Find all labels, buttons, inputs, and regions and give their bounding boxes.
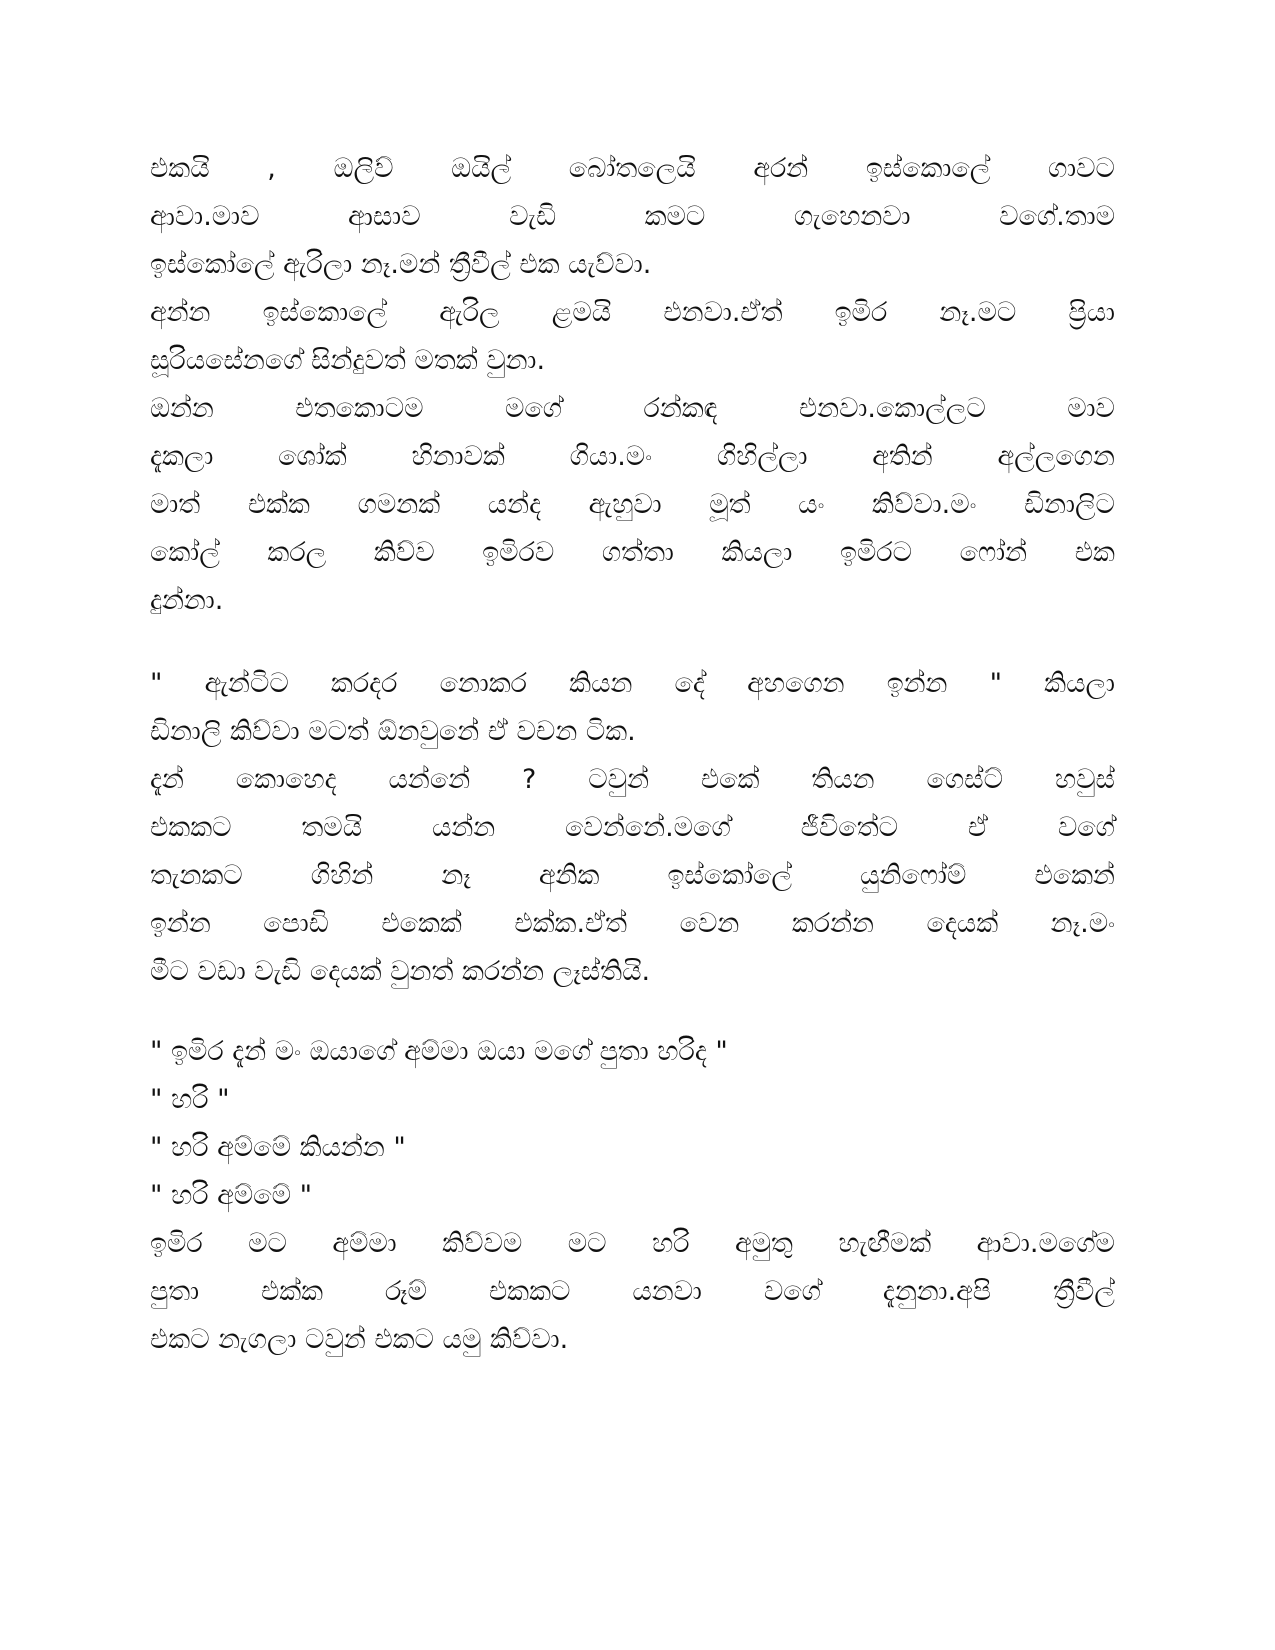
word: යන්ද — [487, 489, 542, 520]
word: පොඩි — [263, 908, 329, 939]
dialogue-block — [150, 1028, 1115, 1220]
word: කිව්වා.මං — [872, 489, 977, 520]
text-line — [150, 1268, 1115, 1316]
word: හිනාවක් — [411, 441, 505, 472]
word: ගියා.මං — [569, 441, 653, 472]
word: එකෙන් — [1034, 860, 1115, 891]
word: දැකලා — [150, 441, 214, 472]
word: ළමයි — [551, 297, 612, 328]
word: වෙන්නේ.මගේ — [565, 812, 731, 843]
word: කියලා — [1044, 668, 1115, 699]
word: යනවා — [632, 1276, 702, 1307]
paragraph-1 — [150, 145, 1115, 289]
word: දේ — [674, 668, 705, 699]
text-line — [150, 804, 1115, 852]
word: ආසාව — [348, 201, 421, 232]
word: ඒ — [967, 812, 989, 843]
word: මට — [567, 1228, 607, 1259]
word: ෆෝන් — [959, 537, 1028, 568]
word: එක්ක.ඒත් — [514, 908, 628, 939]
word: නෑ.මට — [939, 297, 1017, 328]
word: අම්මා — [332, 1228, 397, 1259]
word: අල්ලගෙන — [997, 441, 1115, 472]
word: කිව්ව — [373, 537, 435, 568]
text-line — [150, 145, 1115, 193]
word: යන්න — [431, 812, 496, 843]
word: තමයි — [301, 812, 363, 843]
word: එක්ක — [247, 489, 310, 520]
word: මූත් — [709, 489, 751, 520]
text-line: දුන්නා. — [150, 585, 224, 616]
word: කරදර — [330, 668, 398, 699]
word: දැනුනා.අපි — [882, 1276, 992, 1307]
word: බෝතලෙයි — [568, 153, 696, 184]
word: මගේ — [504, 393, 563, 424]
word: මාත් — [150, 489, 201, 520]
word: යුනිෆෝම් — [860, 860, 967, 891]
dialogue-line: " ඉමිර දැන් මං ඔයාගේ අම්මා ඔයා මගේ පුතා හරිද " — [150, 1036, 728, 1067]
word: වෙන — [679, 908, 740, 939]
word: වැඩි — [509, 201, 557, 232]
word: කෝල් — [150, 537, 220, 568]
word: ඔයිල් — [451, 153, 512, 184]
word: තියන — [811, 764, 875, 795]
word: කොහෙද — [235, 764, 337, 795]
word: ඉස්කෝලේ — [667, 860, 792, 891]
word: ප්‍රියා — [1068, 297, 1115, 328]
word: ඉමිරට — [839, 537, 913, 568]
dialogue-line: " හරි අම්මේ " — [150, 1180, 312, 1211]
word: අමුතු — [734, 1228, 793, 1259]
word: ඉන්න — [150, 908, 211, 939]
paragraph-2 — [150, 289, 1115, 385]
word: හැඟීමක් — [838, 1228, 932, 1259]
paragraph-5 — [150, 756, 1115, 996]
word: එක — [1074, 537, 1115, 568]
word: එක්ක — [260, 1276, 324, 1307]
word: වගේ — [1057, 812, 1115, 843]
word: එනවා.ඒත් — [663, 297, 783, 328]
word: ඉමිර — [834, 297, 888, 328]
word: ගාවට — [1047, 153, 1115, 184]
word: මාව — [1067, 393, 1115, 424]
word: රන්කඳ — [643, 393, 718, 424]
word: ඇන්ටිට — [204, 668, 289, 699]
word: කියලා — [721, 537, 793, 568]
word: ඔන්න — [150, 393, 214, 424]
text-line — [150, 529, 1115, 577]
word: ඇරිල — [439, 297, 500, 328]
word: දෙයක් — [926, 908, 999, 939]
word: එතකොටම — [295, 393, 424, 424]
text-line — [150, 852, 1115, 900]
word: යං — [798, 489, 825, 520]
word: කරන්න — [791, 908, 874, 939]
word: ජීවිතේට — [800, 812, 899, 843]
word: එකකට — [488, 1276, 571, 1307]
text-line — [150, 481, 1115, 529]
word: ? — [522, 764, 537, 795]
paragraph-4 — [150, 660, 1115, 756]
word: නෑ.මං — [1050, 908, 1115, 939]
word: වගේ — [763, 1276, 821, 1307]
word: කමට — [644, 201, 706, 232]
word: රූම් — [385, 1276, 427, 1307]
word: ශෝක් — [278, 441, 347, 472]
word: " — [150, 668, 163, 699]
word: ඉමිරව — [482, 537, 555, 568]
text-line: එකට නැගලා ටවුන් එකට යමු කිව්වා. — [150, 1324, 569, 1355]
word: අනික — [538, 860, 600, 891]
word: ඉමිර — [150, 1228, 203, 1259]
word: එනවා.කොල්ලට — [798, 393, 986, 424]
text-line: ඩිනාලි කිව්වා මටත් ඕනවුනේ ඒ වචන ටික. — [150, 716, 636, 747]
word: හරි — [651, 1228, 690, 1259]
word: ගමනක් — [357, 489, 441, 520]
word: නොකර — [439, 668, 527, 699]
word: ඇහුවා — [588, 489, 662, 520]
word: ගිහිල්ලා — [716, 441, 808, 472]
text-line — [150, 289, 1115, 337]
word: යන්නේ — [388, 764, 471, 795]
word: අරන් — [753, 153, 809, 184]
word: වගේ.තාම — [999, 201, 1115, 232]
word: කියන — [569, 668, 633, 699]
word: ඩිනාලිට — [1024, 489, 1115, 520]
word: ඉස්කොලේ — [262, 297, 388, 328]
text-line — [150, 900, 1115, 948]
text-line — [150, 1220, 1115, 1268]
word: ගැහෙනවා — [793, 201, 911, 232]
word: , — [267, 153, 276, 184]
text-line — [150, 193, 1115, 241]
word: තැනකට — [150, 860, 243, 891]
text-line: ඉස්කෝලේ ඇරිලා නෑ.මන් ත්‍රීවීල් එක යැව්වා. — [150, 249, 652, 280]
word: එකකට — [150, 812, 232, 843]
word: ගෙස්ට් — [926, 764, 1004, 795]
word: පුතා — [150, 1276, 200, 1307]
text-line — [150, 756, 1115, 804]
word: ත්‍රීවීල් — [1052, 1276, 1115, 1307]
dialogue-line: " හරි අම්මේ කියන්න " — [150, 1132, 406, 1163]
word: ආවා.මාව — [150, 201, 260, 232]
word: එකෙක් — [381, 908, 462, 939]
word: අහගෙන — [747, 668, 845, 699]
word: මට — [248, 1228, 287, 1259]
word: ගත්තා — [601, 537, 674, 568]
text-line: සූරියසේනගේ සින්දුවත් මතක් වුනා. — [150, 345, 546, 376]
word: හවුස් — [1054, 764, 1115, 795]
word: දැන් — [150, 764, 184, 795]
word: එකයි — [150, 153, 210, 184]
word: එකේ — [700, 764, 760, 795]
word: අතින් — [872, 441, 933, 472]
text-line: මීට වඩා වැඩි දෙයක් වුනත් කරන්න ලෑස්තියි. — [150, 956, 651, 987]
word: " — [989, 668, 1003, 699]
word: කරල — [267, 537, 327, 568]
word: කිව්වම — [442, 1228, 523, 1259]
word: නෑ — [441, 860, 471, 891]
word: ටවුන් — [588, 764, 649, 795]
text-line — [150, 660, 1115, 708]
dialogue-line: " හරි " — [150, 1084, 230, 1115]
paragraph-3 — [150, 385, 1115, 625]
text-line — [150, 433, 1115, 481]
word: ගිහින් — [310, 860, 374, 891]
word: ඔලිව් — [333, 153, 394, 184]
word: ඉස්කොලේ — [865, 153, 991, 184]
word: ඉන්න — [886, 668, 948, 699]
text-line — [150, 385, 1115, 433]
word: ආවා.මගේම — [976, 1228, 1115, 1259]
word: අන්න — [150, 297, 211, 328]
paragraph-7 — [150, 1220, 1115, 1364]
